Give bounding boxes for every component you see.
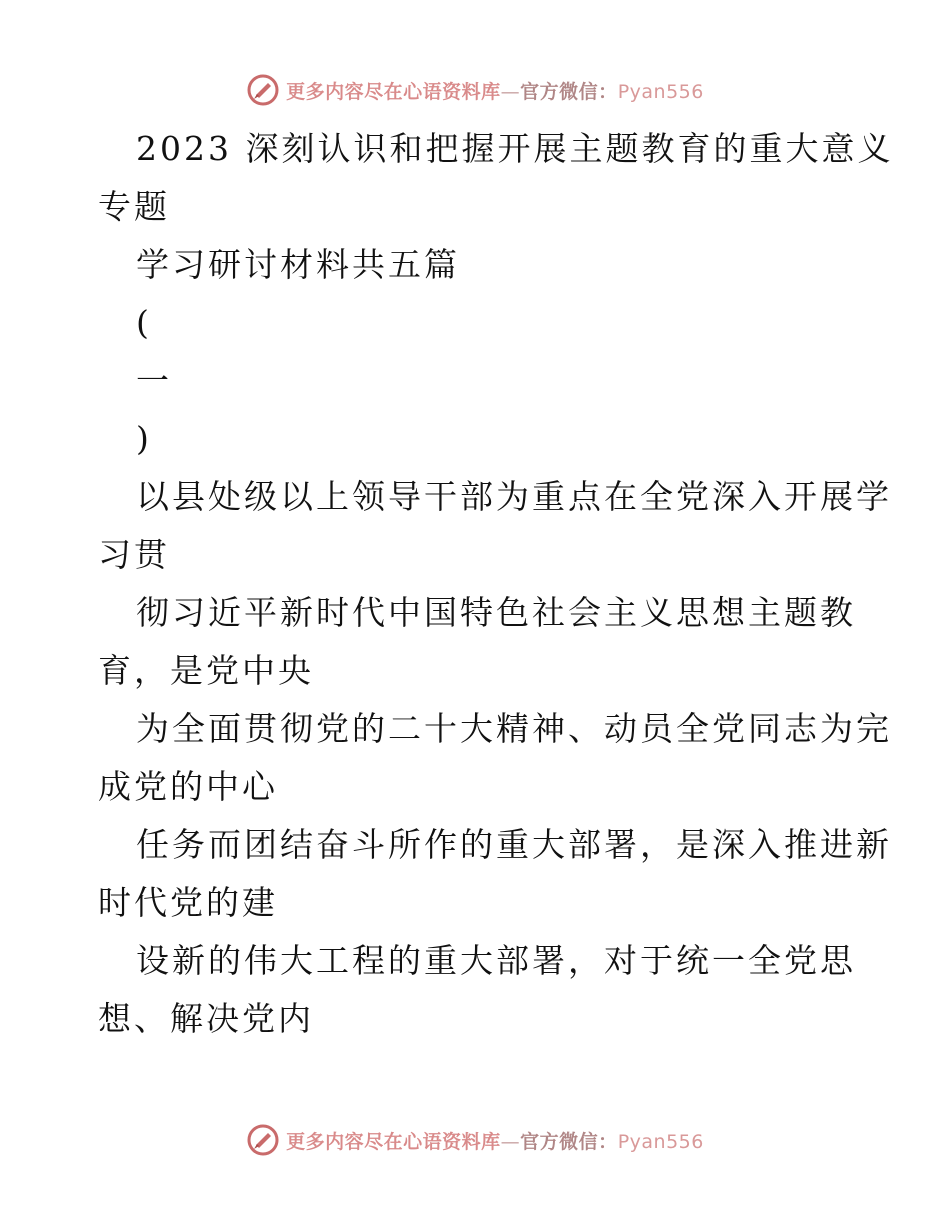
header-watermark — [0, 70, 950, 110]
text-line: 专题 — [98, 187, 170, 226]
watermark-text — [286, 77, 704, 104]
text-line: 为全面贯彻党的二十大精神、动员全党同志为完 — [136, 709, 892, 748]
watermark-text — [286, 1127, 704, 1154]
watermark-wechat-id: Pyan556 — [617, 1130, 704, 1153]
watermark-separator: — — [500, 1130, 521, 1153]
text-line: 想、解决党内 — [98, 999, 314, 1038]
pen-nib-logo-icon — [246, 73, 280, 107]
text-line: 设新的伟大工程的重大部署，对于统一全党思 — [136, 941, 856, 980]
text-line: 成党的中心 — [98, 767, 278, 806]
watermark-wechat-label: 官方微信： — [520, 1130, 618, 1153]
watermark-separator: — — [500, 80, 521, 103]
text-line: 时代党的建 — [98, 883, 278, 922]
watermark-wechat-label: 官方微信： — [520, 80, 618, 103]
footer-watermark — [0, 1120, 950, 1160]
text-line: 彻习近平新时代中国特色社会主义思想主题教 — [136, 593, 856, 632]
text-line: 习贯 — [98, 535, 170, 574]
text-line: ( — [136, 303, 152, 342]
text-line: 学习研讨材料共五篇 — [136, 245, 460, 284]
text-line: 2023 深刻认识和把握开展主题教育的重大意义 — [136, 129, 894, 168]
document-body — [98, 120, 894, 1048]
watermark-brand: 更多内容尽在心语资料库 — [286, 1130, 501, 1153]
text-line: 育，是党中央 — [98, 651, 314, 690]
pen-nib-logo-icon — [246, 1123, 280, 1157]
watermark-brand: 更多内容尽在心语资料库 — [286, 80, 501, 103]
text-line: ) — [136, 419, 152, 458]
text-line: 任务而团结奋斗所作的重大部署，是深入推进新 — [136, 825, 892, 864]
text-line: 以县处级以上领导干部为重点在全党深入开展学 — [136, 477, 892, 516]
text-line: 一 — [136, 361, 172, 400]
watermark-wechat-id: Pyan556 — [617, 80, 704, 103]
